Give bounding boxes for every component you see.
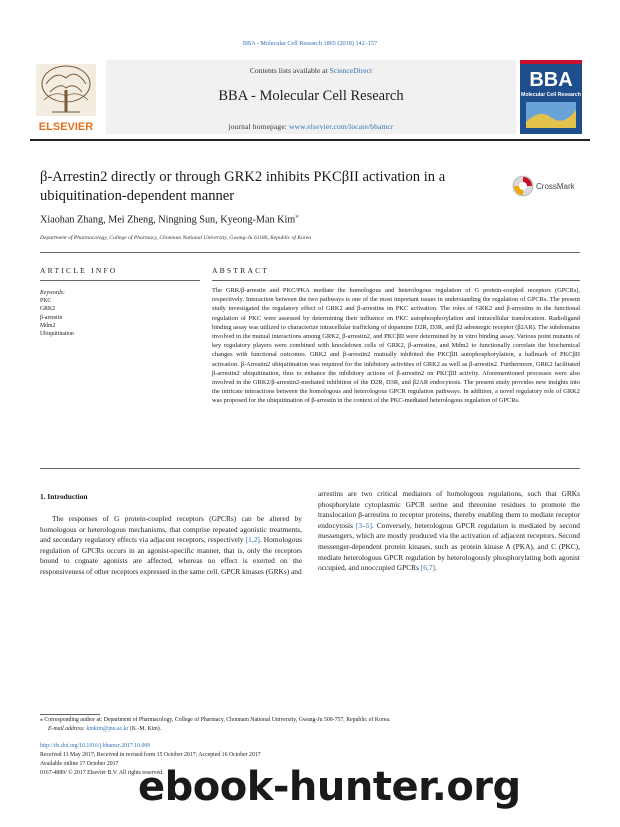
available-online-date: Available online 17 October 2017 (40, 761, 119, 767)
contents-prefix: Contents lists available at (249, 66, 330, 75)
received-dates: Received 11 May 2017; Received in revised form 15 October 2017; Accepted 16 October 2017 (40, 752, 261, 758)
corresponding-address: ⁎ Corresponding author at: Department of Pharmacology, College of Pharmacy, Chonnam National University, Gwang-Ju 500-757, Republic of Korea. (40, 717, 391, 723)
email-link[interactable]: kmkim@jnu.ac.kr (86, 726, 129, 732)
intro-left-column (40, 514, 302, 578)
cover-title: BBA (529, 69, 573, 91)
cover-subtitle: Molecular Cell Research (521, 92, 581, 98)
abstract-end-rule (40, 468, 580, 469)
journal-name: BBA - Molecular Cell Research (218, 88, 404, 104)
citation-link[interactable]: [3–5] (355, 520, 372, 530)
keyword-item: β-arrestin (40, 314, 63, 321)
email-line (40, 725, 580, 734)
journal-reference-link[interactable]: BBA - Molecular Cell Research 1865 (2018) 142–157 (242, 40, 378, 47)
author-names: Xiaohan Zhang, Mei Zheng, Ningning Sun, Kyeong-Man Kim (40, 214, 296, 226)
elsevier-logo-text: ELSEVIER (38, 121, 94, 133)
intro-right-text-end: . (435, 563, 437, 573)
keywords-block (40, 289, 74, 338)
sciencedirect-link[interactable]: ScienceDirect (329, 66, 373, 75)
corresponding-author-mark[interactable]: ⁎ (295, 212, 299, 220)
homepage-link[interactable]: www.elsevier.com/locate/bbamcr (289, 122, 394, 131)
email-suffix: (K.-M. Kim). (128, 726, 162, 732)
keyword-item: PKC (40, 298, 52, 305)
article-info-rule (40, 280, 200, 281)
section-rule (40, 252, 580, 253)
introduction-heading: 1. Introduction (40, 492, 88, 501)
abstract-rule (212, 280, 580, 281)
intro-left-text-cont: . Homologous regulation of GPCRs occurs in an agonist-specific manner, that is, only the receptors bound to cognate agonists are affected, whereas no effect is exerted on the responsiveness of other receptors expressed in the same cell. GPCR kinases (GRKs) and (40, 535, 302, 576)
intro-right-text-cont: . Conversely, heterologous GPCR regulation is mediated by second messengers, which are mostly produced via the activation of adjacent receptors. Second messenger-dependent protein kinases, such as protein kinase A (PKA), and C (PKC), mediate heterologous GPCR regulation by heterologously phosphorylating both agonist occupied, and unoccupied GPCRs (318, 520, 580, 573)
intro-right-column (318, 489, 580, 574)
footnote-rule (40, 714, 100, 715)
intro-right-text: arrestins are two critical mediators of homologous regulations, such that GRKs phosphorylate cytoplasmic GPCR serine and threonine residues to promote the translocation β-arrestins to receptor proteins, thereby enabling them to mediate receptor endocytosis (318, 489, 580, 530)
crossmark-label: CrossMark (536, 182, 575, 191)
citation-link[interactable]: [6,7] (420, 563, 436, 573)
copyright-line: 0167-4889/ © 2017 Elsevier B.V. All rights reserved. (40, 770, 164, 776)
crossmark-badge[interactable] (512, 174, 582, 198)
keyword-item: GRK2 (40, 306, 56, 313)
intro-left-text: The responses of G protein-coupled receptors (GPCRs) can be altered by homologous or heterologous mechanisms, that comprise repeated agonistic treatments, and secondary regulatory effects via adjacent receptors, respectively (40, 514, 302, 545)
citation-link[interactable]: [1,2] (245, 535, 260, 545)
corresponding-footnote (40, 716, 580, 734)
elsevier-logo (30, 60, 102, 134)
homepage-prefix: journal homepage: (228, 122, 290, 131)
contents-line (106, 66, 516, 75)
abstract-heading: ABSTRACT (212, 266, 270, 275)
affiliation: Department of Pharmacology, College of Pharmacy, Chonnam National University, Gwang-Ju 61186, Republic of Korea (40, 235, 312, 241)
keyword-item: Ubiquitination (40, 331, 74, 338)
author-list (40, 212, 299, 225)
article-title: β-Arrestin2 directly or through GRK2 inhibits PKCβII activation in a ubiquitination-dependent manner (40, 169, 446, 204)
article-info-heading: ARTICLE INFO (40, 266, 118, 275)
header-rule (30, 139, 590, 141)
keyword-item: Mdm2 (40, 322, 56, 329)
abstract-text: The GRK/β-arrestin and PKC/PKA mediate the homologous and heterologous regulation of G protein-coupled receptors (GPCRs), respectively. Interaction between the two pathways is one of the most important issues in understanding the regulation of GPCRs. The present study investigated the regulatory effect of GRK2 and β-arrestins on PKC activation. The roles of GRK2 and β-arrestins in the functional regulation of PKC were assessed by determining their influence on PKC autophosphorylation and intracellular translocation. Radioligand binding assay was utilized to characterize intracellular trafficking of dopamine D2R, D3R, and β2 adrenergic receptor (β2AR). The subdomains involved in the mutual interactions among GRK2, β-arrestin2, and PKCβII were determined by in vitro binding assay. Various point mutants of key regulatory players were combined with knockdown cells of GRK2, β-arrestins, and Mdm2 to functionally correlate the biochemical changes with functional outcomes. GRK2 and β-arrestin2 mutually inhibited the PKCβII autophosphorylation, a hallmark of PKCβII activation. β-Arrestin2 ubiquitination was required for the inhibitory activities of GRK2 as well as β-arrestin2. Furthermore, GRK2 facilitated β-arrestin2 ubiquitination, thus to enhance the inhibitory actions of β-arrestin2 on PKCβII activity. Aforementioned processes were also involved in the GRK2/β-arrestin2-mediated inhibition of the D2R, D3R, and β2AR endocytosis. The present study provides new insights into the intricate interactions between the homologous and heterologous GPCR regulation pathways. In addition, a novel regulatory role of GRK2 was proposed for the ubiquitination of β-arrestin in the context of the PKC-mediated heterologous regulation of GPCRs. (212, 287, 580, 405)
email-label: E-mail address: (48, 726, 87, 732)
journal-cover (520, 60, 582, 134)
doi-link[interactable]: http://dx.doi.org/10.1016/j.bbamcr.2017.10.009 (40, 743, 151, 749)
homepage-line (106, 122, 516, 131)
keywords-label: Keywords: (40, 290, 65, 296)
watermark-text: ebook-hunter.org (138, 764, 521, 810)
